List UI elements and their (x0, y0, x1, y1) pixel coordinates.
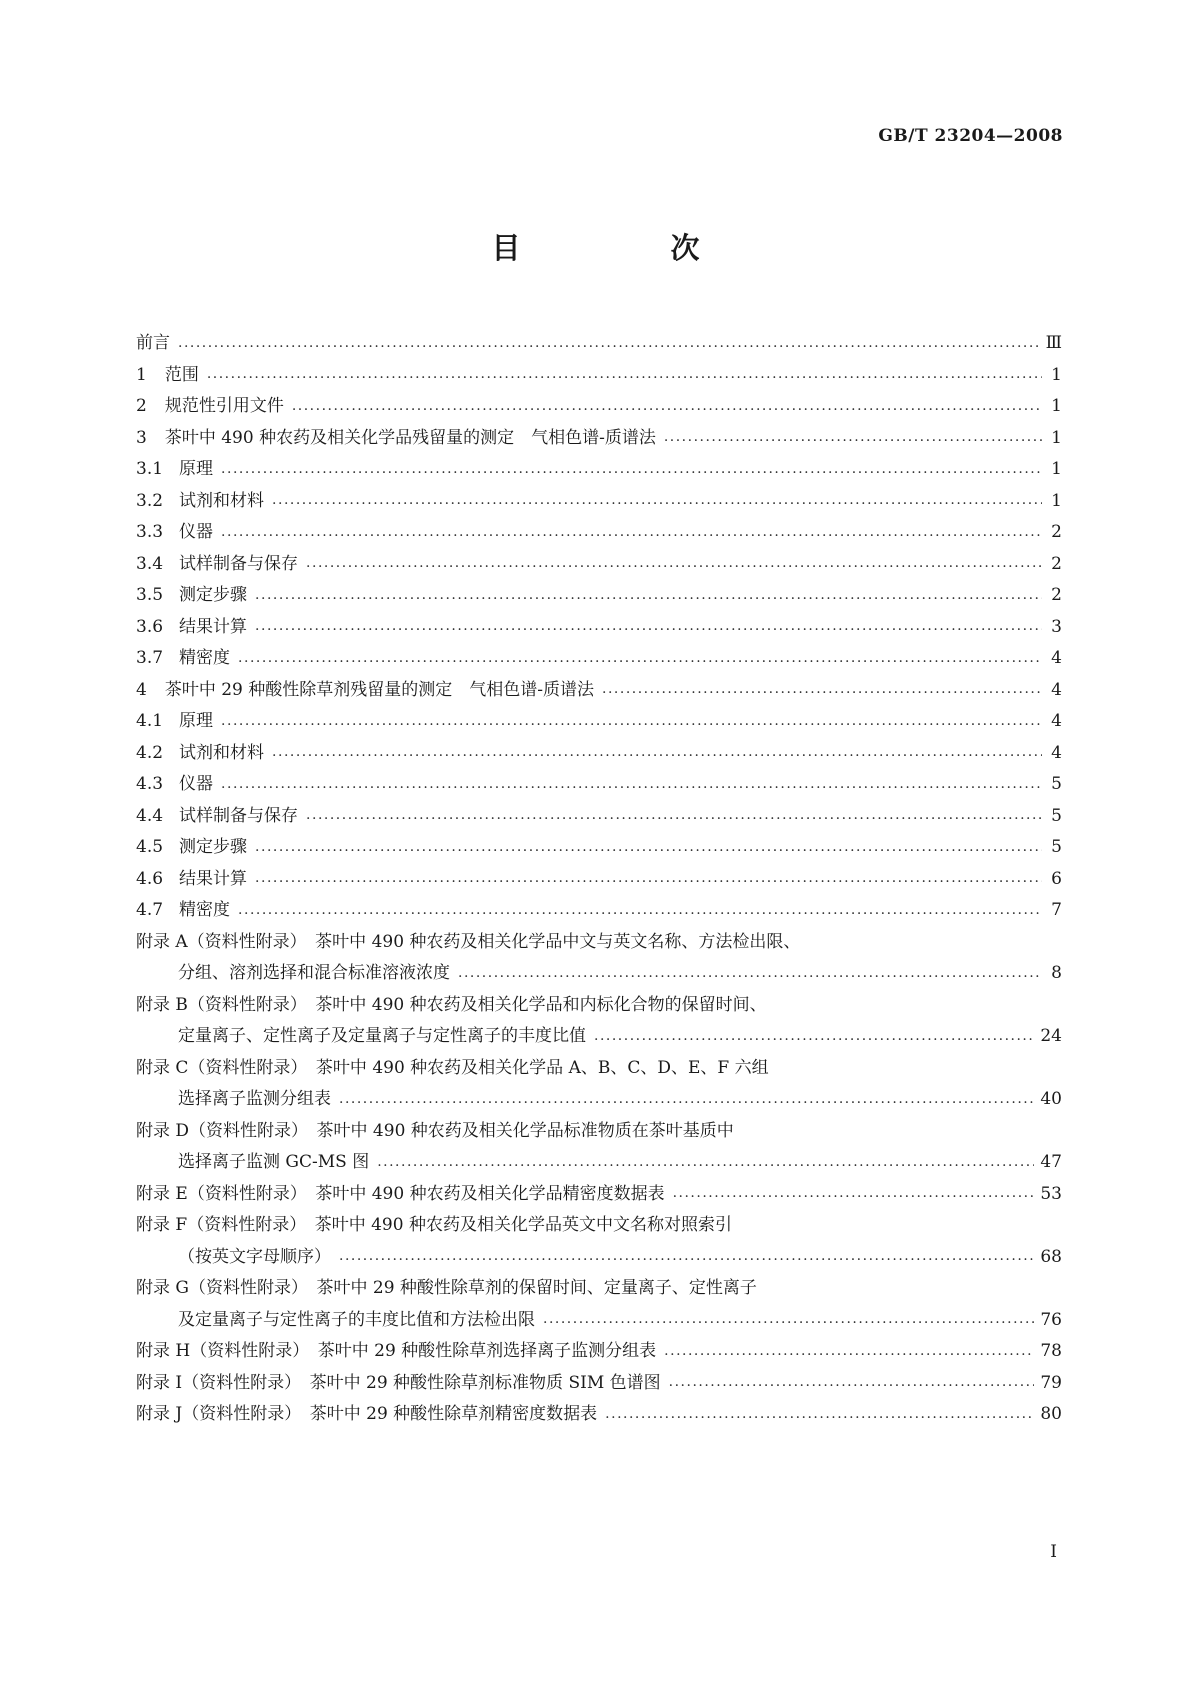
toc-entry-number: 3.3 (136, 522, 164, 542)
toc-entry-label: 选择离子监测分组表 (178, 1089, 331, 1109)
toc-entry[interactable] (136, 423, 1062, 455)
toc-entry-page: 2 (1051, 522, 1062, 542)
toc-entry-number: 4 (136, 679, 147, 700)
dot-leader (272, 738, 1042, 770)
dot-leader (377, 1147, 1034, 1179)
toc-entry-page: 68 (1040, 1246, 1062, 1267)
toc-entry[interactable] (136, 801, 1062, 833)
toc-entry-number: 3.1 (136, 459, 164, 479)
toc-entry-label: 附录 I（资料性附录） 茶叶中 29 种酸性除草剂标准物质 SIM 色谱图 (136, 1372, 661, 1393)
annex-entry[interactable] (136, 1179, 1062, 1211)
dot-leader (673, 1179, 1035, 1211)
footer-page-number: I (1050, 1542, 1057, 1562)
toc-entry-page: 4 (1051, 742, 1062, 763)
toc-entry-page: 1 (1051, 490, 1062, 511)
toc-entry-label: 茶叶中 490 种农药及相关化学品残留量的测定 气相色谱-质谱法 (164, 427, 656, 448)
annex-entry-continuation[interactable] (136, 1305, 1062, 1337)
toc-entry-label: 仪器 (179, 522, 214, 542)
toc-entry-page: 1 (1051, 364, 1062, 385)
toc-entry-number: 4.2 (136, 742, 164, 763)
toc-entry-label: 结果计算 (179, 616, 248, 637)
toc-entry-number: 3.7 (136, 648, 164, 668)
annex-entry[interactable] (136, 927, 1062, 959)
annex-entry-continuation[interactable] (136, 958, 1062, 990)
toc-entry[interactable] (136, 769, 1062, 801)
toc-entry[interactable] (136, 738, 1062, 770)
toc-entry[interactable] (136, 486, 1062, 518)
dot-leader (221, 517, 1042, 549)
toc-entry[interactable] (136, 832, 1062, 864)
annex-entry[interactable] (136, 1273, 1062, 1305)
toc-entry-page: 5 (1051, 837, 1062, 857)
toc-entry-label: 精密度 (179, 648, 231, 668)
toc-entry[interactable] (136, 580, 1062, 612)
toc-entry-page: 78 (1040, 1341, 1062, 1361)
toc-entry[interactable] (136, 360, 1062, 392)
dot-leader (543, 1305, 1034, 1337)
page-title: 目 次 (491, 231, 770, 265)
toc-entry-label: 测定步骤 (179, 837, 248, 857)
toc-entry-label: 规范性引用文件 (164, 396, 284, 416)
toc-entry-label: 精密度 (179, 900, 231, 920)
annex-entry[interactable] (136, 1053, 1062, 1085)
dot-leader (255, 832, 1042, 864)
toc-entry[interactable] (136, 454, 1062, 486)
toc-entry-number: 2 (136, 396, 147, 416)
toc-entry-page: 40 (1040, 1089, 1062, 1109)
toc-entry-number: 4.3 (136, 774, 164, 794)
toc-entry-label: 附录 D（资料性附录） 茶叶中 490 种农药及相关化学品标准物质在茶叶基质中 (136, 1120, 734, 1141)
toc-entry[interactable] (136, 706, 1062, 738)
toc-entry-page: 4 (1051, 711, 1062, 731)
toc-entry-label: （按英文字母顺序） (178, 1246, 331, 1267)
dot-leader (602, 675, 1042, 707)
dot-leader (221, 454, 1042, 486)
toc-entry-label: 原理 (179, 711, 214, 731)
toc-entry-label: 范围 (164, 364, 199, 385)
annex-entry[interactable] (136, 1210, 1062, 1242)
toc-entry-number: 4.5 (136, 837, 164, 857)
toc-entry-label: 前言 (136, 333, 170, 353)
toc-entry-label: 分组、溶剂选择和混合标准溶液浓度 (178, 963, 450, 983)
toc-entry-page: 4 (1051, 648, 1062, 668)
toc-entry[interactable] (136, 643, 1062, 675)
dot-leader (272, 486, 1042, 518)
toc-entry-number: 3.5 (136, 585, 164, 605)
toc-entry-page: 6 (1051, 868, 1062, 889)
dot-leader (221, 769, 1042, 801)
dot-leader (306, 801, 1042, 833)
toc-entry-label: 定量离子、定性离子及定量离子与定性离子的丰度比值 (178, 1026, 586, 1046)
toc-entry-page: 7 (1051, 900, 1062, 920)
dot-leader (594, 1021, 1034, 1053)
dot-leader (339, 1084, 1034, 1116)
toc-entry-number: 4.6 (136, 868, 164, 889)
toc-entry-page: 5 (1051, 805, 1062, 826)
toc-entry-label: 试样制备与保存 (179, 805, 299, 826)
toc-entry-page: 1 (1051, 459, 1062, 479)
toc-entry-label: 试剂和材料 (179, 742, 265, 763)
toc-entry-label: 试剂和材料 (179, 490, 265, 511)
dot-leader (255, 612, 1042, 644)
toc-entry[interactable] (136, 517, 1062, 549)
dot-leader (664, 1336, 1034, 1368)
annex-entry[interactable] (136, 1399, 1062, 1431)
toc-entry-page: 24 (1040, 1026, 1062, 1046)
dot-leader (339, 1242, 1034, 1274)
toc-entry-label: 附录 G（资料性附录） 茶叶中 29 种酸性除草剂的保留时间、定量离子、定性离子 (136, 1278, 757, 1298)
toc-entry[interactable] (136, 864, 1062, 896)
toc-entry-number: 4.1 (136, 711, 164, 731)
toc-entry-page: 5 (1051, 774, 1062, 794)
toc-entry[interactable] (136, 328, 1062, 360)
toc-entry-label: 附录 H（资料性附录） 茶叶中 29 种酸性除草剂选择离子监测分组表 (136, 1341, 657, 1361)
toc-entry[interactable] (136, 549, 1062, 581)
toc-entry-label: 结果计算 (179, 868, 248, 889)
toc-entry-page: Ⅲ (1045, 333, 1062, 353)
toc-entry-page: 1 (1051, 396, 1062, 416)
annex-entry-continuation[interactable] (136, 1147, 1062, 1179)
toc-entry-label: 附录 C（资料性附录） 茶叶中 490 种农药及相关化学品 A、B、C、D、E、F 六组 (136, 1057, 769, 1078)
toc-entry-label: 茶叶中 29 种酸性除草剂残留量的测定 气相色谱-质谱法 (164, 679, 595, 700)
toc-entry-page: 79 (1040, 1372, 1062, 1393)
toc-entry-label: 原理 (179, 459, 214, 479)
toc-entry-number: 4.7 (136, 900, 164, 920)
toc-entry-label: 附录 F（资料性附录） 茶叶中 490 种农药及相关化学品英文中文名称对照索引 (136, 1215, 732, 1235)
toc-entry-page: 2 (1051, 553, 1062, 574)
dot-leader (669, 1368, 1035, 1400)
toc-entry-page: 2 (1051, 585, 1062, 605)
annex-entry[interactable] (136, 1336, 1062, 1368)
table-of-contents (136, 328, 1062, 1431)
toc-entry-label: 附录 A（资料性附录） 茶叶中 490 种农药及相关化学品中文与英文名称、方法检出限、 (136, 931, 801, 952)
toc-entry[interactable] (136, 675, 1062, 707)
toc-entry-page: 8 (1051, 963, 1062, 983)
dot-leader (255, 864, 1042, 896)
dot-leader (238, 895, 1042, 927)
toc-entry-number: 3.2 (136, 490, 164, 511)
annex-entry-continuation[interactable] (136, 1021, 1062, 1053)
annex-entry-continuation[interactable] (136, 1242, 1062, 1274)
dot-leader (306, 549, 1042, 581)
dot-leader (178, 328, 1040, 360)
dot-leader (207, 360, 1042, 392)
dot-leader (221, 706, 1042, 738)
dot-leader (255, 580, 1042, 612)
toc-entry-number: 3 (136, 427, 147, 448)
toc-entry-label: 附录 B（资料性附录） 茶叶中 490 种农药及相关化学品和内标化合物的保留时间、 (136, 994, 767, 1015)
annex-entry[interactable] (136, 1368, 1062, 1400)
toc-entry-number: 4.4 (136, 805, 164, 826)
toc-entry-number: 3.4 (136, 553, 164, 574)
dot-leader (238, 643, 1042, 675)
annex-entry[interactable] (136, 1116, 1062, 1148)
toc-entry[interactable] (136, 895, 1062, 927)
dot-leader (292, 391, 1042, 423)
dot-leader (458, 958, 1042, 990)
annex-entry-continuation[interactable] (136, 1084, 1062, 1116)
toc-entry-number: 3.6 (136, 616, 164, 637)
toc-entry-page: 4 (1051, 679, 1062, 700)
dot-leader (605, 1399, 1034, 1431)
toc-entry-page: 47 (1040, 1152, 1062, 1172)
toc-entry-label: 及定量离子与定性离子的丰度比值和方法检出限 (178, 1309, 535, 1330)
dot-leader (664, 423, 1042, 455)
toc-entry-label: 仪器 (179, 774, 214, 794)
standard-code: GB/T 23204—2008 (878, 126, 1063, 146)
toc-entry-label: 附录 E（资料性附录） 茶叶中 490 种农药及相关化学品精密度数据表 (136, 1183, 665, 1204)
toc-entry-label: 试样制备与保存 (179, 553, 299, 574)
toc-entry[interactable] (136, 612, 1062, 644)
annex-entry[interactable] (136, 990, 1062, 1022)
toc-entry-label: 测定步骤 (179, 585, 248, 605)
toc-entry-label: 选择离子监测 GC-MS 图 (178, 1152, 370, 1172)
toc-entry[interactable] (136, 391, 1062, 423)
toc-entry-page: 1 (1051, 427, 1062, 448)
toc-entry-label: 附录 J（资料性附录） 茶叶中 29 种酸性除草剂精密度数据表 (136, 1404, 598, 1424)
toc-entry-page: 80 (1040, 1404, 1062, 1424)
toc-entry-page: 53 (1040, 1183, 1062, 1204)
toc-entry-page: 76 (1040, 1309, 1062, 1330)
toc-entry-number: 1 (136, 364, 147, 385)
toc-entry-page: 3 (1051, 616, 1062, 637)
